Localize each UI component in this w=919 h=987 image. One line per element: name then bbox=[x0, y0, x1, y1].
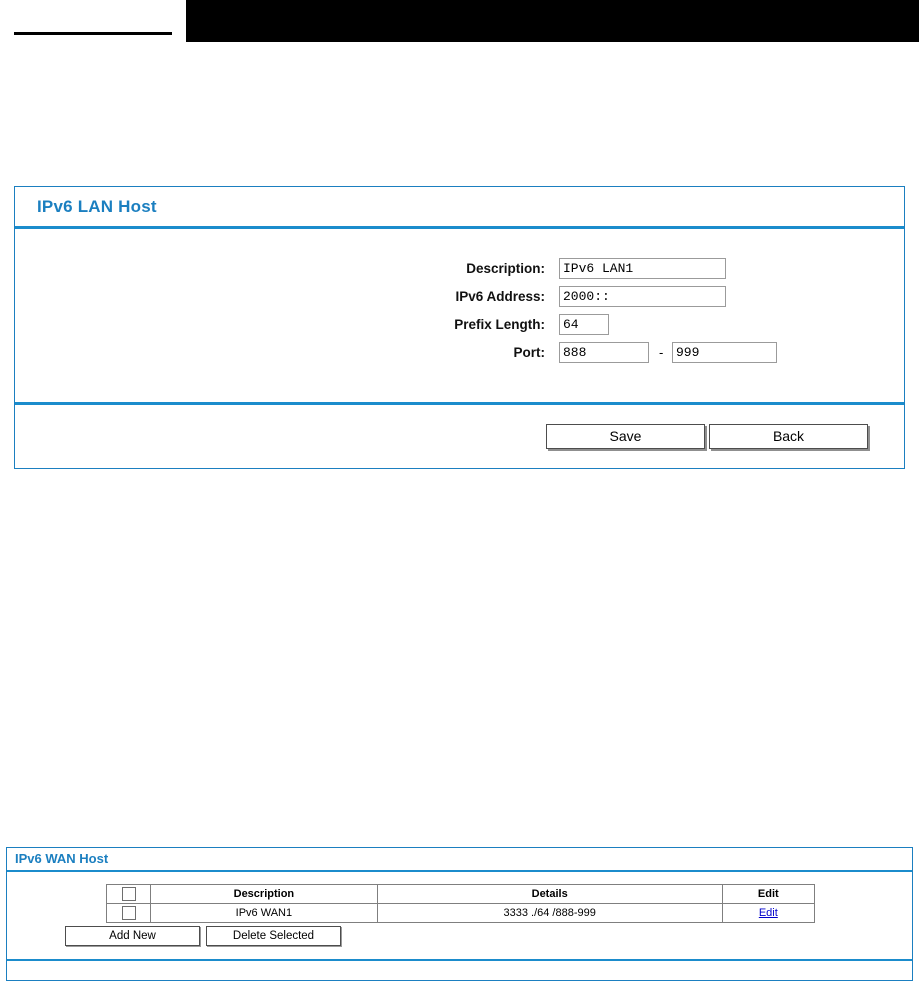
ipv6-wan-host-panel bbox=[6, 847, 913, 981]
lan-panel-title: IPv6 LAN Host bbox=[37, 197, 157, 216]
row-description: IPv6 WAN1 bbox=[151, 904, 378, 923]
banner-logo-area bbox=[0, 0, 186, 42]
edit-link[interactable]: Edit bbox=[758, 907, 778, 919]
row-checkbox[interactable] bbox=[122, 906, 136, 920]
lan-form bbox=[15, 229, 904, 401]
row-details: 3333 ./64 /888-999 bbox=[377, 904, 722, 923]
delete-selected-button[interactable]: Delete Selected bbox=[206, 926, 341, 946]
header-edit: Edit bbox=[722, 885, 814, 904]
ipv6-address-label: IPv6 Address: bbox=[455, 289, 545, 304]
description-label: Description: bbox=[466, 261, 545, 276]
add-new-button[interactable]: Add New bbox=[65, 926, 200, 946]
ipv6-address-input[interactable] bbox=[559, 286, 726, 307]
ipv6-lan-host-panel bbox=[14, 186, 905, 469]
port-end-input[interactable] bbox=[672, 342, 777, 363]
banner-black-bar bbox=[186, 0, 919, 42]
header-details: Details bbox=[377, 885, 722, 904]
field-row-port bbox=[245, 345, 545, 367]
wan-host-table bbox=[106, 884, 815, 923]
port-start-input[interactable] bbox=[559, 342, 649, 363]
field-row-description bbox=[245, 261, 545, 283]
description-input[interactable] bbox=[559, 258, 726, 279]
lan-panel-header bbox=[15, 187, 904, 229]
select-all-checkbox[interactable] bbox=[122, 887, 136, 901]
wan-panel-footer bbox=[7, 959, 912, 980]
wan-panel-title: IPv6 WAN Host bbox=[15, 851, 109, 866]
port-range-separator: - bbox=[659, 345, 664, 360]
wan-panel-body bbox=[7, 872, 912, 957]
row-edit-cell[interactable] bbox=[722, 904, 814, 923]
lan-panel-footer bbox=[15, 402, 904, 468]
banner-underline bbox=[14, 32, 172, 35]
port-label: Port: bbox=[513, 345, 545, 360]
header-description: Description bbox=[151, 885, 378, 904]
header-select-all[interactable] bbox=[107, 885, 151, 904]
back-button[interactable]: Back bbox=[709, 424, 868, 449]
row-select-cell[interactable] bbox=[107, 904, 151, 923]
page-banner bbox=[0, 0, 919, 42]
prefix-length-input[interactable] bbox=[559, 314, 609, 335]
prefix-length-label: Prefix Length: bbox=[454, 317, 545, 332]
table-header-row bbox=[107, 885, 815, 904]
wan-panel-header bbox=[7, 848, 912, 872]
field-row-prefix-length bbox=[245, 317, 545, 339]
save-button[interactable]: Save bbox=[546, 424, 705, 449]
field-row-ipv6-address bbox=[245, 289, 545, 311]
table-row bbox=[107, 904, 815, 923]
